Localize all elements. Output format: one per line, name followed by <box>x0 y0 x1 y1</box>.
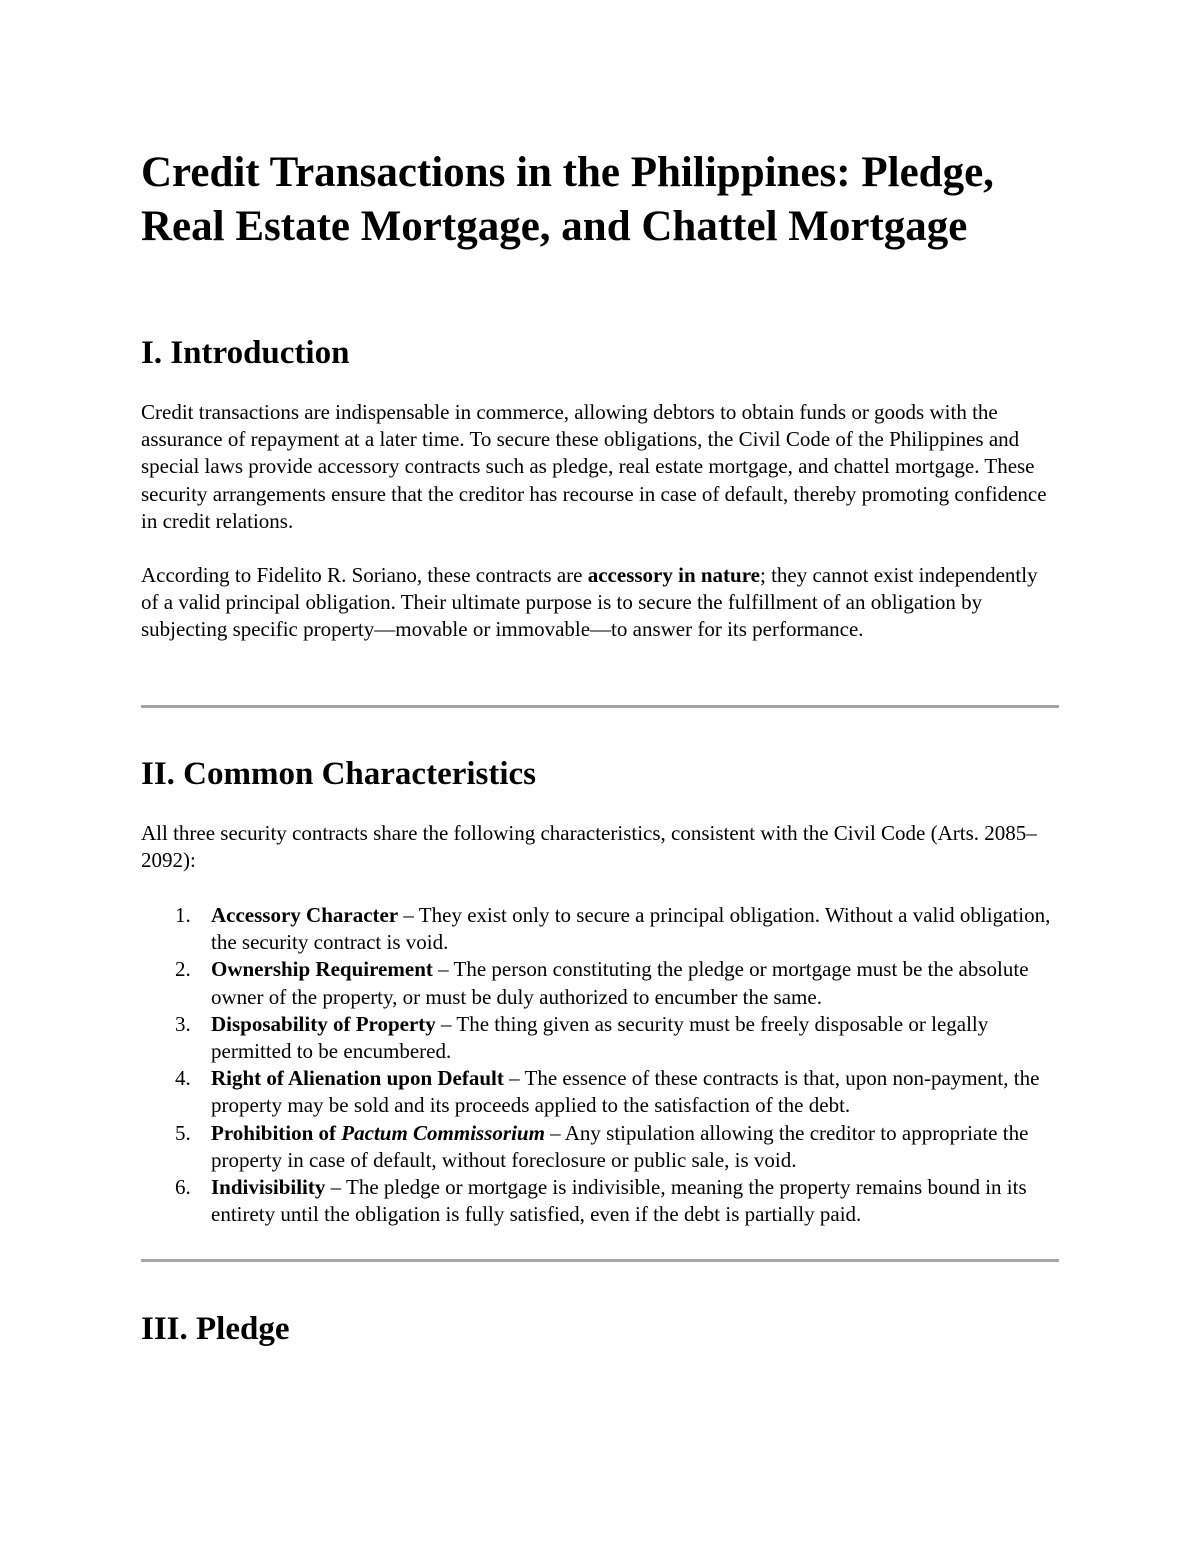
item-description: – The thing given as security must be freely disposable or legally permitted to be encumbered. <box>211 1011 989 1064</box>
section-heading-common-characteristics: II. Common Characteristics <box>141 756 537 792</box>
list-number: 2. <box>175 957 191 982</box>
introduction-paragraph-1: Credit transactions are indispensable in commerce, allowing debtors to obtain funds or goods with the assurance of repayment at a later time. To secure these obligations, the Civil Code of the Philippines and special laws provide accessory contracts such as pledge, real estate mortgage, and chattel mortgage. These security arrangements ensure that the creditor has recourse in case of default, thereby promoting confidence in credit relations. <box>141 400 1047 533</box>
list-item <box>141 956 1059 1010</box>
list-item <box>141 1120 1059 1174</box>
item-term: Indivisibility <box>211 1175 326 1200</box>
item-description: – The essence of these contracts is that, upon non-payment, the property may be sold and its proceeds applied to the satisfaction of the debt. <box>211 1066 1040 1118</box>
emphasis-accessory-in-nature: accessory in nature <box>587 563 760 587</box>
item-term <box>211 1121 545 1145</box>
item-term: Accessory Character <box>211 903 399 927</box>
characteristics-list <box>141 902 1059 1228</box>
list-number: 3. <box>175 1011 191 1036</box>
list-item <box>141 1011 1059 1065</box>
paragraph-text: According to Fidelito R. Soriano, these contracts are <box>141 563 588 587</box>
list-number: 6. <box>175 1175 191 1200</box>
section-heading-introduction: I. Introduction <box>141 335 350 371</box>
list-number: 1. <box>175 903 191 927</box>
section-heading-pledge: III. Pledge <box>141 1311 290 1347</box>
item-description: – They exist only to secure a principal obligation. Without a valid obligation, the security contract is void. <box>211 903 1051 955</box>
item-term: Right of Alienation upon Default <box>211 1066 504 1091</box>
characteristics-intro: All three security contracts share the following characteristics, consistent with the Civil Code (Arts. 2085–2092): <box>141 821 1037 873</box>
item-description: – Any stipulation allowing the creditor to appropriate the property in case of default, without foreclosure or public sale, is void. <box>211 1120 1029 1172</box>
list-item <box>141 1065 1059 1119</box>
item-term-italic: Pactum Commissorium <box>341 1120 545 1145</box>
paragraph-text: ; they cannot exist independently of a valid principal obligation. Their ultimate purpose is to secure the fulfillment of an obligation by subjecting specific property—movable or immovable—to answer for its performance. <box>141 563 1038 642</box>
item-term: Ownership Requirement <box>211 957 433 982</box>
introduction-paragraph-2 <box>141 562 1059 644</box>
section-divider <box>141 1259 1059 1262</box>
item-term: Disposability of Property <box>211 1011 436 1036</box>
list-item <box>141 1174 1059 1228</box>
item-description: – The person constituting the pledge or mortgage must be the absolute owner of the property, or must be duly authorized to encumber the same. <box>211 957 1029 1009</box>
section-divider <box>141 705 1059 708</box>
list-number: 4. <box>175 1066 191 1091</box>
item-description: – The pledge or mortgage is indivisible, meaning the property remains bound in its entirety until the obligation is fully satisfied, even if the debt is partially paid. <box>211 1175 1027 1227</box>
document-title: Credit Transactions in the Philippines: Pledge, Real Estate Mortgage, and Chattel Mortgage <box>141 149 994 250</box>
list-number: 5. <box>175 1120 191 1145</box>
list-item <box>141 902 1059 956</box>
item-term-text: Prohibition of <box>211 1120 342 1145</box>
